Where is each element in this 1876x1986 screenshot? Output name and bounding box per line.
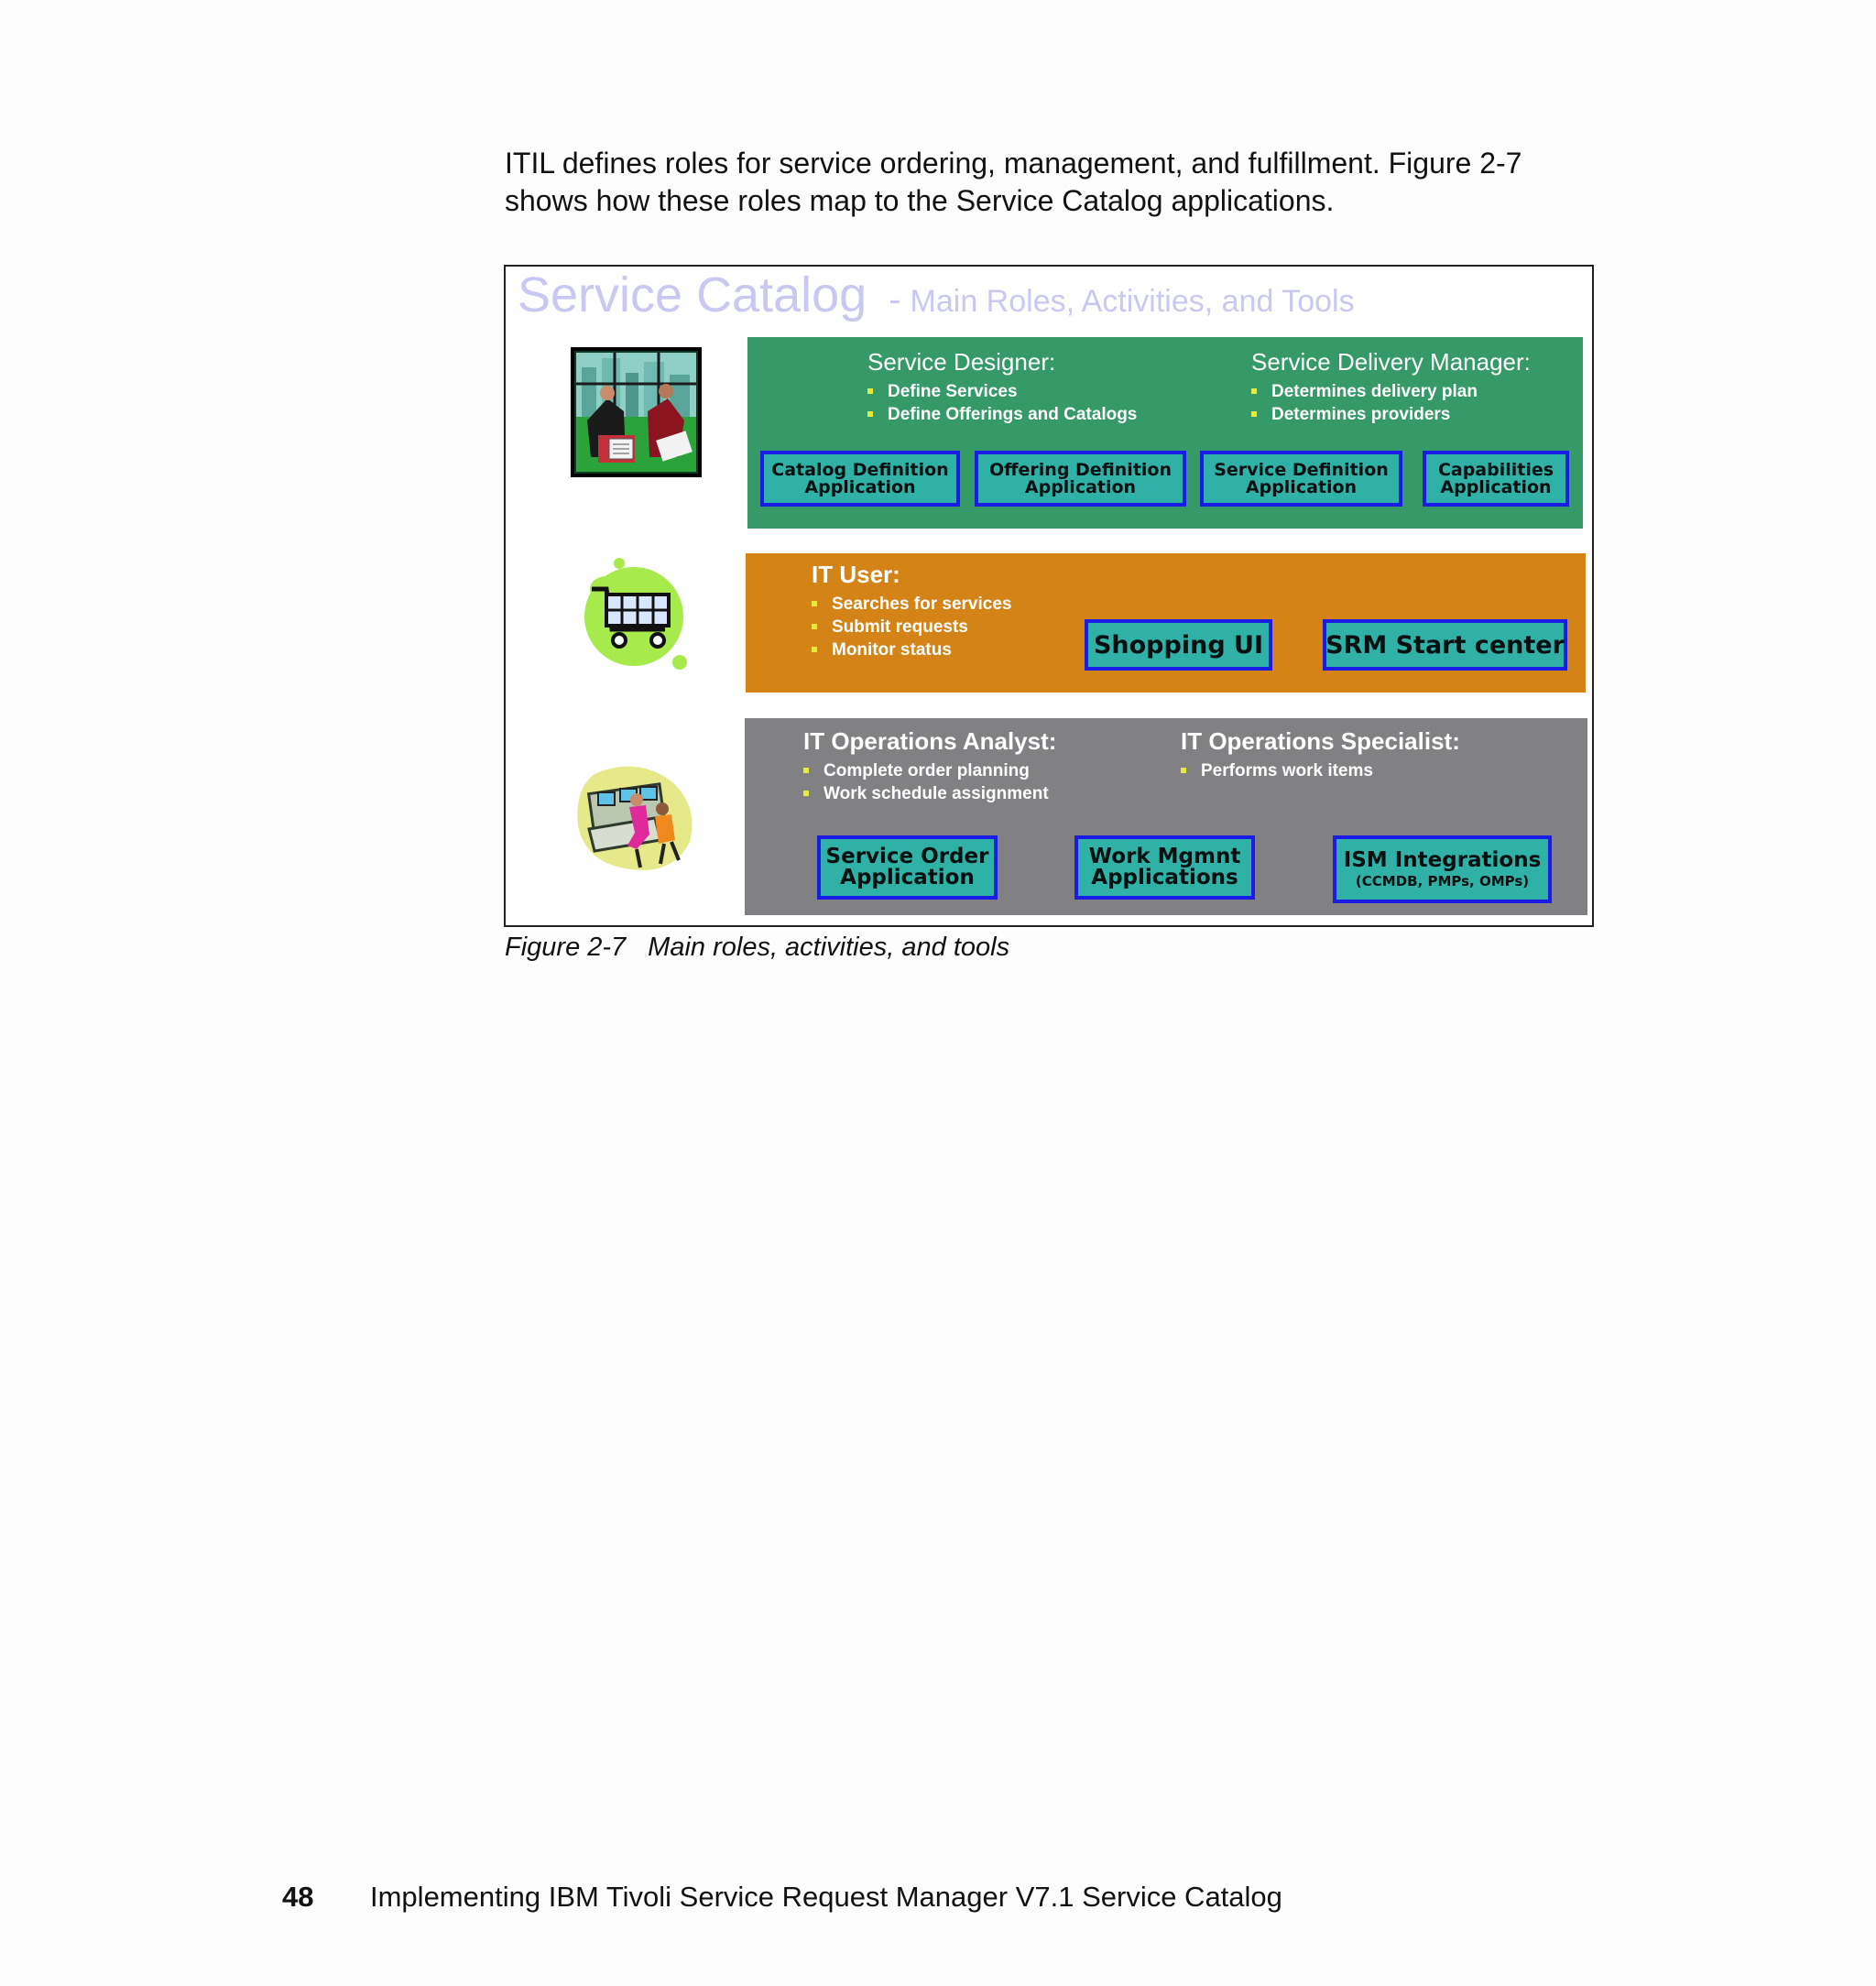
work-mgmnt-applications-box [1074, 835, 1255, 900]
tool-label-line-2: Application [1024, 476, 1137, 497]
activity-item: Monitor status [812, 638, 1011, 661]
shopping-cart-icon [579, 558, 691, 671]
intro-paragraph [505, 145, 1613, 220]
operators-at-consoles-clipart-icon [573, 761, 699, 875]
capabilities-application-box [1423, 451, 1569, 507]
figure-subtitle: Main Roles, Activities, and Tools [910, 284, 1355, 319]
activity-list [803, 759, 1056, 805]
intro-line-2: shows how these roles map to the Service Catalog applications. [505, 184, 1335, 217]
shopping-ui-box [1085, 619, 1272, 671]
offering-definition-application-box [975, 451, 1186, 507]
activity-item: Determines providers [1251, 403, 1531, 426]
tool-label: SRM Start center [1325, 630, 1565, 660]
tool-label-line-1: Catalog Definition [771, 459, 949, 480]
activity-item: Work schedule assignment [803, 782, 1056, 805]
tool-label: Shopping UI [1093, 630, 1264, 660]
intro-line-1: ITIL defines roles for service ordering, management, and fulfillment. Figure 2-7 [505, 147, 1522, 180]
figure-title-main: Service Catalog [518, 267, 867, 322]
activity-list [867, 380, 1137, 426]
tool-label-line-2: Application [804, 476, 916, 497]
tool-label-line-1: Service Definition [1214, 459, 1389, 480]
role-heading: IT Operations Analyst: [803, 727, 1057, 755]
page-number: 48 [282, 1881, 314, 1913]
activity-item: Complete order planning [803, 759, 1056, 782]
tool-label-line-1: Offering Definition [988, 459, 1172, 480]
service-designer-band [747, 337, 1583, 529]
activity-list [812, 593, 1011, 661]
figure-caption-text: Main roles, activities, and tools [648, 933, 1010, 962]
activity-item: Define Offerings and Catalogs [867, 403, 1137, 426]
book-title: Implementing IBM Tivoli Service Request Manager V7.1 Service Catalog [370, 1881, 1282, 1913]
activity-list [1181, 759, 1460, 782]
srm-start-center-box [1323, 619, 1567, 671]
role-it-user [812, 561, 1011, 661]
figure-caption [505, 933, 1009, 963]
activity-item: Searches for services [812, 593, 1011, 616]
service-definition-application-box [1200, 451, 1402, 507]
tool-label-line-1: Service Order [825, 845, 989, 868]
service-catalog-figure [504, 265, 1594, 927]
catalog-definition-application-box [760, 451, 960, 507]
role-it-operations-analyst [803, 727, 1056, 805]
ism-integrations-box [1333, 835, 1552, 903]
activity-item: Submit requests [812, 616, 1011, 638]
it-user-band [746, 553, 1586, 693]
role-service-designer [867, 348, 1137, 426]
role-heading: Service Designer: [867, 348, 1056, 376]
role-service-delivery-manager [1251, 348, 1531, 426]
role-heading: Service Delivery Manager: [1251, 348, 1531, 376]
tool-label-line-1: Work Mgmnt [1088, 845, 1241, 868]
tool-label-line-2: Applications [1091, 866, 1238, 889]
figure-caption-label: Figure 2-7 [505, 933, 627, 962]
it-operations-band [745, 718, 1587, 915]
service-order-application-box [817, 835, 998, 900]
tool-label-line-2: (CCMDB, PMPs, OMPs) [1355, 873, 1530, 889]
role-it-operations-specialist [1181, 727, 1460, 782]
business-meeting-clipart-icon [571, 347, 702, 477]
tool-label-line-2: Application [1245, 476, 1358, 497]
figure-title-dash: - [889, 279, 901, 320]
activity-item: Define Services [867, 380, 1137, 403]
activity-item: Performs work items [1181, 759, 1460, 782]
tool-label-line-1: ISM Integrations [1343, 848, 1542, 872]
activity-list [1251, 380, 1531, 426]
tool-label-line-1: Capabilities [1437, 459, 1554, 480]
page-footer [282, 1881, 1282, 1914]
tool-label-line-2: Application [1440, 476, 1552, 497]
figure-title [518, 267, 1355, 323]
activity-item: Determines delivery plan [1251, 380, 1531, 403]
role-heading: IT Operations Specialist: [1181, 727, 1460, 755]
role-heading: IT User: [812, 561, 900, 588]
tool-label-line-2: Application [840, 866, 975, 889]
